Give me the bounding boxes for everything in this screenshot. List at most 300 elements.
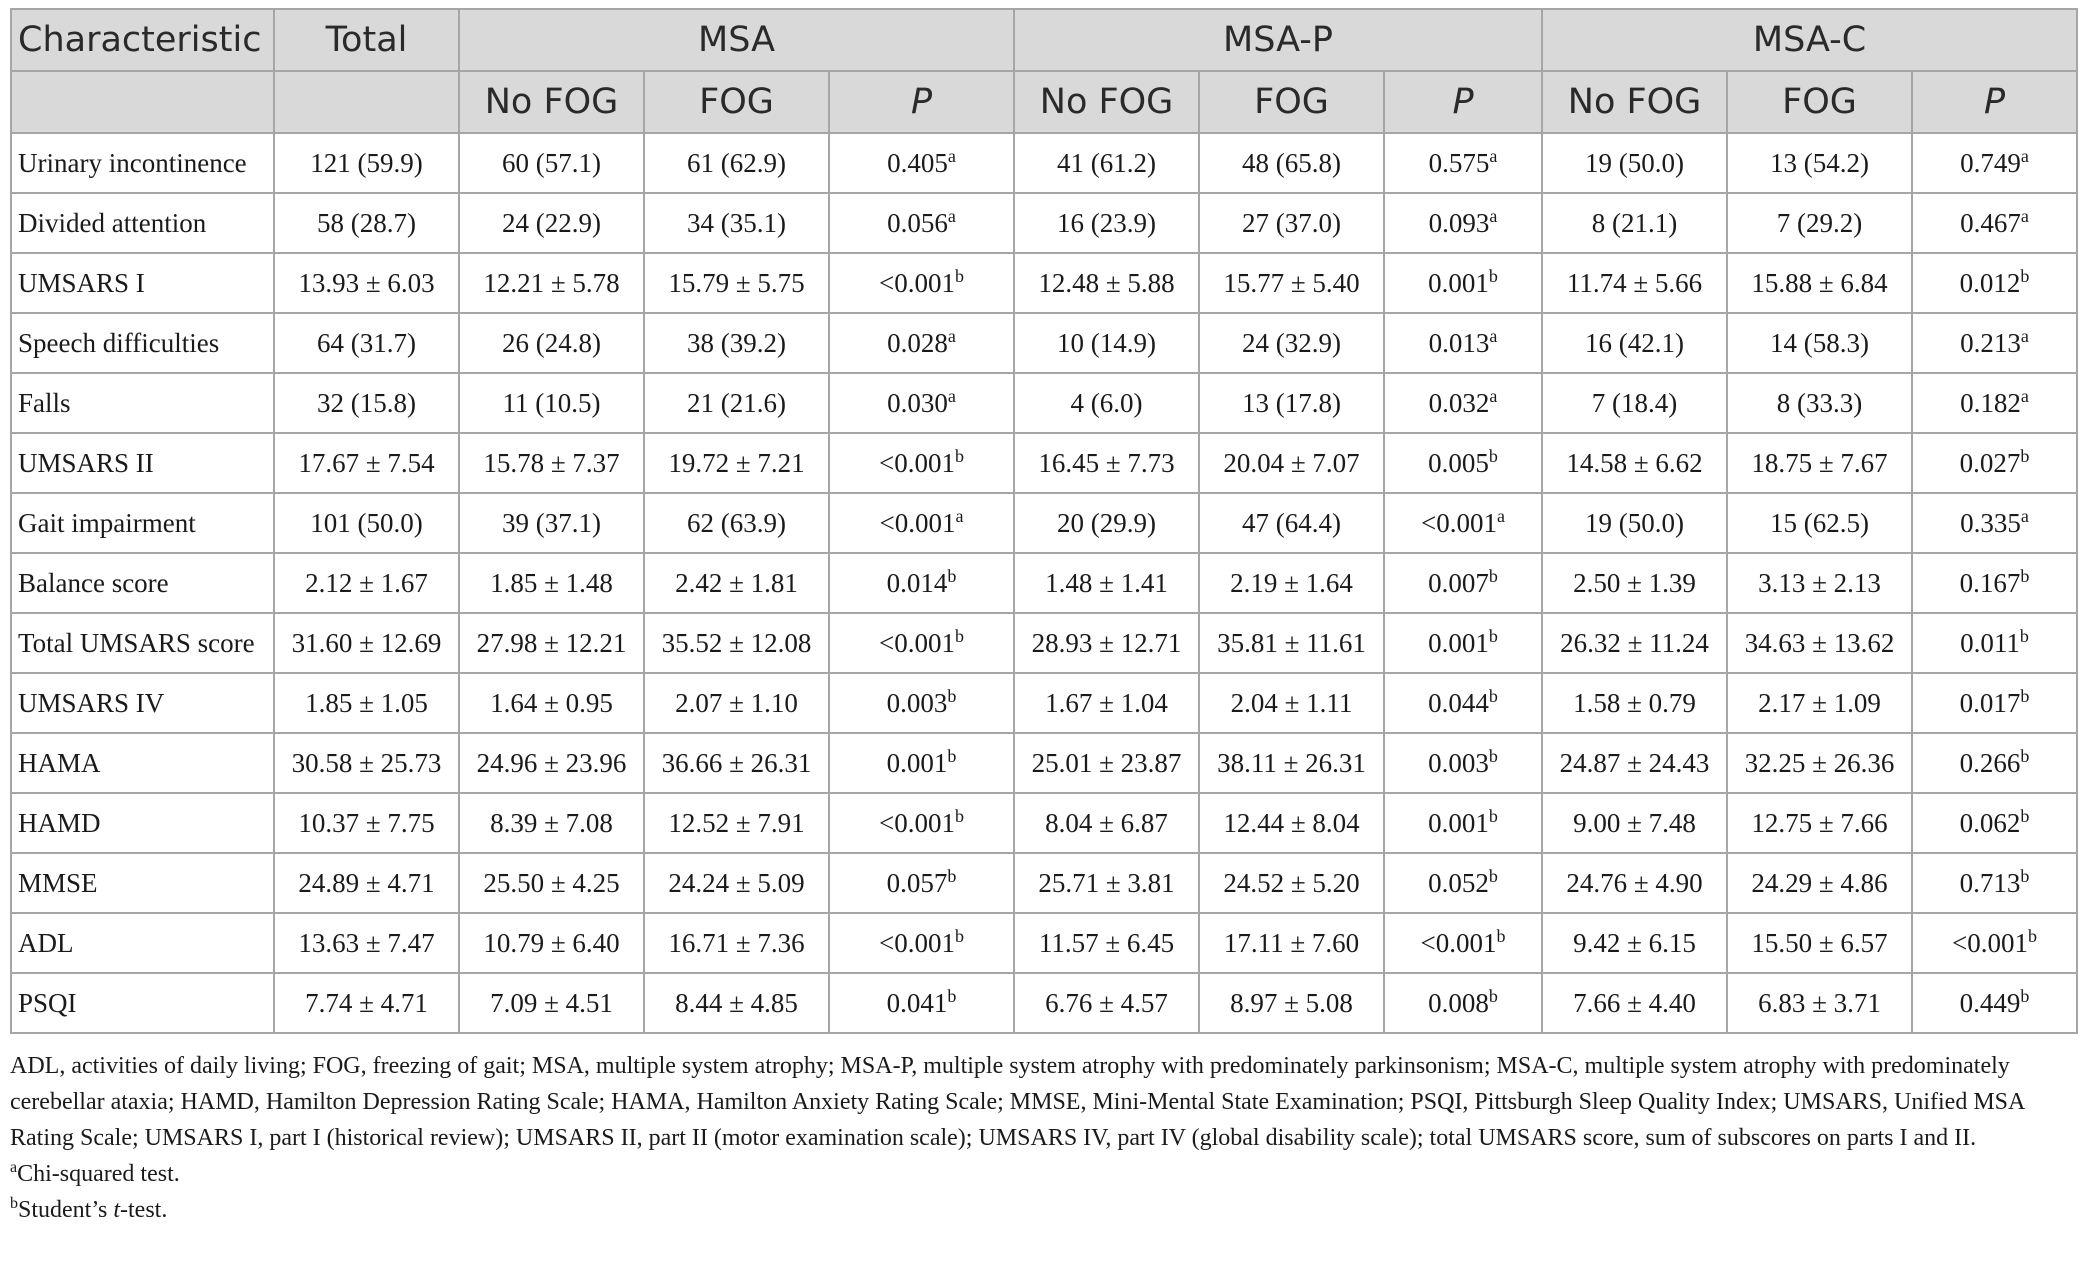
- msa-c-p-value-cell: [1912, 913, 2077, 973]
- row-label: [11, 433, 274, 493]
- msa-no-fog-cell-text: 15.78 ± 7.37: [483, 447, 620, 478]
- msa-fog-cell: [644, 733, 829, 793]
- msa-c-fog-cell: [1727, 313, 1912, 373]
- footnote-marker: a: [947, 385, 956, 406]
- row-label-text: Urinary incontinence: [18, 147, 247, 178]
- msa-p-p-value-cell-text: <0.001: [1421, 507, 1498, 538]
- total-cell-text: 1.85 ± 1.05: [305, 687, 428, 718]
- footnote-marker: b: [955, 925, 964, 946]
- msa-p-value-cell-text: 0.003: [886, 687, 948, 718]
- msa-fog-cell-text: 21 (21.6): [687, 387, 786, 418]
- msa-c-no-fog-cell: [1542, 253, 1727, 313]
- msa-p-fog-cell-text: 35.81 ± 11.61: [1217, 627, 1366, 658]
- footnote-marker: a: [1489, 385, 1498, 406]
- total-cell-text: 30.58 ± 25.73: [291, 747, 442, 778]
- msa-p-p-value-cell: [1384, 913, 1542, 973]
- msa-p-no-fog-cell: [1014, 613, 1199, 673]
- table-row: [11, 913, 2077, 973]
- footnote-marker: b: [1488, 445, 1498, 466]
- row-label: [11, 253, 274, 313]
- footnote-marker: b: [947, 745, 957, 766]
- msa-no-fog-cell: [459, 913, 644, 973]
- footnote-marker: a: [1489, 145, 1498, 166]
- msa-fog-cell-text: 16.71 ± 7.36: [668, 927, 805, 958]
- msa-c-no-fog-cell: [1542, 673, 1727, 733]
- msa-c-fog-cell-text: 3.13 ± 2.13: [1758, 567, 1881, 598]
- msa-c-fog-cell: [1727, 253, 1912, 313]
- msa-p-no-fog-cell: [1014, 133, 1199, 193]
- footnote-a-mark: a: [10, 1159, 18, 1176]
- msa-p-p-value-cell: [1384, 853, 1542, 913]
- msa-c-p-value-cell: [1912, 313, 2077, 373]
- table-row: [11, 793, 2077, 853]
- msa-p-fog-cell-text: 17.11 ± 7.60: [1223, 927, 1360, 958]
- msa-p-no-fog-cell: [1014, 973, 1199, 1033]
- msa-p-no-fog-cell-text: 28.93 ± 12.71: [1031, 627, 1182, 658]
- footnote-marker: b: [1488, 265, 1498, 286]
- total-cell-text: 7.74 ± 4.71: [305, 987, 428, 1018]
- msa-p-fog-cell-text: 24 (32.9): [1242, 327, 1342, 358]
- header-characteristic: Characteristic: [11, 9, 274, 71]
- msa-p-p-value-cell-text: 0.093: [1428, 207, 1490, 238]
- msa-fog-cell: [644, 493, 829, 553]
- header-row-1: [11, 9, 2077, 71]
- footnote-marker: a: [2020, 325, 2029, 346]
- msa-c-p-value-cell-text: 0.713: [1959, 867, 2021, 898]
- msa-c-p-value-cell-text: 0.749: [1960, 147, 2021, 178]
- msa-no-fog-cell: [459, 853, 644, 913]
- msa-no-fog-cell-text: 12.21 ± 5.78: [483, 267, 620, 298]
- table-row: [11, 253, 2077, 313]
- msa-c-p-value-cell-text: 0.017: [1959, 687, 2021, 718]
- row-label-text: Total UMSARS score: [18, 627, 255, 658]
- msa-p-fog-cell-text: 27 (37.0): [1242, 207, 1342, 238]
- footnote-marker: a: [947, 205, 956, 226]
- row-label: [11, 493, 274, 553]
- msa-p-p-value-cell-text: 0.005: [1428, 447, 1489, 478]
- total-cell: [274, 493, 459, 553]
- msa-p-fog-cell: [1199, 133, 1384, 193]
- footnote-marker: b: [2028, 925, 2038, 946]
- msa-c-fog-cell-text: 18.75 ± 7.67: [1751, 447, 1888, 478]
- msa-c-fog-cell: [1727, 373, 1912, 433]
- header-group-msa: MSA: [459, 9, 1014, 71]
- footnote-marker: b: [2020, 445, 2030, 466]
- msa-no-fog-cell-text: 24 (22.9): [502, 207, 601, 238]
- msa-no-fog-cell-text: 26 (24.8): [502, 327, 601, 358]
- row-label-text: Divided attention: [18, 207, 207, 238]
- msa-c-p-value-cell-text: 0.467: [1960, 207, 2021, 238]
- table-row: [11, 493, 2077, 553]
- total-cell-text: 17.67 ± 7.54: [298, 447, 435, 478]
- msa-p-p-value-cell: [1384, 553, 1542, 613]
- msa-p-value-cell-text: 0.057: [886, 867, 948, 898]
- header-group-msa-c: MSA-C: [1542, 9, 2077, 71]
- msa-p-no-fog-cell: [1014, 193, 1199, 253]
- msa-p-fog-cell: [1199, 253, 1384, 313]
- msa-p-no-fog-cell-text: 16 (23.9): [1057, 207, 1157, 238]
- footnote-marker: a: [1489, 205, 1498, 226]
- msa-c-fog-cell-text: 12.75 ± 7.66: [1751, 807, 1888, 838]
- msa-no-fog-cell: [459, 793, 644, 853]
- msa-p-no-fog-cell: [1014, 433, 1199, 493]
- row-label-text: Falls: [18, 387, 71, 418]
- msa-p-no-fog-cell-text: 11.57 ± 6.45: [1038, 927, 1175, 958]
- msa-c-fog-cell-text: 13 (54.2): [1770, 147, 1870, 178]
- msa-p-value-cell-text: <0.001: [879, 807, 955, 838]
- msa-c-no-fog-cell-text: 24.76 ± 4.90: [1566, 867, 1703, 898]
- row-label-text: UMSARS IV: [18, 687, 165, 718]
- msa-c-no-fog-cell-text: 7.66 ± 4.40: [1573, 987, 1696, 1018]
- msa-no-fog-cell: [459, 553, 644, 613]
- msa-p-fog-cell-text: 2.19 ± 1.64: [1230, 567, 1353, 598]
- msa-c-fog-cell-text: 6.83 ± 3.71: [1758, 987, 1881, 1018]
- msa-c-p-value-cell: [1912, 613, 2077, 673]
- msa-fog-cell-text: 8.44 ± 4.85: [675, 987, 798, 1018]
- msa-c-no-fog-cell-text: 16 (42.1): [1585, 327, 1685, 358]
- total-cell: [274, 313, 459, 373]
- msa-p-fog-cell: [1199, 373, 1384, 433]
- msa-p-fog-cell: [1199, 433, 1384, 493]
- msa-p-no-fog-cell-text: 1.48 ± 1.41: [1045, 567, 1168, 598]
- msa-p-value-cell-text: 0.028: [887, 327, 948, 358]
- msa-fog-cell: [644, 853, 829, 913]
- msa-p-p-value-cell-text: 0.003: [1428, 747, 1489, 778]
- footnote-marker: b: [947, 985, 957, 1006]
- msa-fog-cell-text: 35.52 ± 12.08: [661, 627, 812, 658]
- msa-p-no-fog-cell-text: 10 (14.9): [1057, 327, 1157, 358]
- row-label-text: UMSARS II: [18, 447, 154, 478]
- msa-c-fog-cell: [1727, 133, 1912, 193]
- msa-no-fog-cell-text: 25.50 ± 4.25: [483, 867, 620, 898]
- msa-no-fog-cell: [459, 133, 644, 193]
- results-table: [10, 8, 2078, 1034]
- msa-p-value-cell-text: 0.001: [886, 747, 948, 778]
- footnote-marker: b: [2020, 565, 2030, 586]
- msa-c-p-value-cell-text: 0.012: [1959, 267, 2021, 298]
- footnote-marker: a: [1497, 505, 1506, 526]
- msa-c-p-value-cell-text: 0.062: [1959, 807, 2021, 838]
- row-label-text: MMSE: [18, 867, 98, 898]
- total-cell-text: 24.89 ± 4.71: [298, 867, 435, 898]
- table-row: [11, 133, 2077, 193]
- msa-p-value-cell: [829, 373, 1014, 433]
- msa-c-p-value-cell-text: 0.182: [1960, 387, 2021, 418]
- table-container: [10, 8, 2076, 1228]
- header-no-fog: No FOG: [459, 71, 644, 133]
- row-label: [11, 853, 274, 913]
- header-no-fog: No FOG: [1542, 71, 1727, 133]
- msa-p-no-fog-cell-text: 1.67 ± 1.04: [1045, 687, 1168, 718]
- msa-c-fog-cell-text: 2.17 ± 1.09: [1758, 687, 1881, 718]
- msa-c-fog-cell: [1727, 673, 1912, 733]
- msa-p-fog-cell-text: 12.44 ± 8.04: [1223, 807, 1360, 838]
- footnote-marker: b: [947, 685, 957, 706]
- msa-p-p-value-cell-text: 0.044: [1428, 687, 1489, 718]
- msa-p-value-cell-text: <0.001: [879, 927, 955, 958]
- msa-p-value-cell-text: 0.405: [887, 147, 948, 178]
- msa-c-p-value-cell-text: 0.335: [1960, 507, 2021, 538]
- footnote-marker: b: [1496, 925, 1506, 946]
- footnote-marker: a: [947, 145, 956, 166]
- footnote-marker: b: [2020, 805, 2030, 826]
- msa-c-no-fog-cell: [1542, 973, 1727, 1033]
- msa-p-value-cell: [829, 433, 1014, 493]
- msa-c-fog-cell-text: 24.29 ± 4.86: [1751, 867, 1888, 898]
- msa-c-no-fog-cell: [1542, 313, 1727, 373]
- msa-p-fog-cell-text: 24.52 ± 5.20: [1223, 867, 1360, 898]
- msa-c-no-fog-cell-text: 8 (21.1): [1591, 207, 1678, 238]
- msa-p-fog-cell: [1199, 493, 1384, 553]
- footnote-marker: b: [2020, 985, 2030, 1006]
- msa-p-value-cell: [829, 133, 1014, 193]
- footnote-marker: b: [947, 565, 957, 586]
- msa-c-no-fog-cell-text: 9.00 ± 7.48: [1573, 807, 1696, 838]
- row-label-text: PSQI: [18, 987, 77, 1018]
- row-label: [11, 193, 274, 253]
- footnote-marker: a: [955, 505, 964, 526]
- msa-no-fog-cell-text: 7.09 ± 4.51: [490, 987, 613, 1018]
- msa-no-fog-cell-text: 1.85 ± 1.48: [490, 567, 613, 598]
- footnote-a-text: Chi-squared test.: [17, 1161, 180, 1187]
- msa-no-fog-cell-text: 11 (10.5): [502, 387, 601, 418]
- msa-no-fog-cell-text: 39 (37.1): [502, 507, 601, 538]
- row-label: [11, 733, 274, 793]
- header-group-msa-p: MSA-P: [1014, 9, 1542, 71]
- msa-fog-cell: [644, 793, 829, 853]
- msa-c-fog-cell: [1727, 553, 1912, 613]
- row-label: [11, 553, 274, 613]
- footnote-marker: b: [955, 625, 964, 646]
- total-cell: [274, 673, 459, 733]
- total-cell-text: 13.93 ± 6.03: [298, 267, 435, 298]
- msa-p-p-value-cell: [1384, 493, 1542, 553]
- msa-p-value-cell-text: 0.056: [887, 207, 948, 238]
- row-label-text: HAMA: [18, 747, 101, 778]
- msa-p-fog-cell: [1199, 733, 1384, 793]
- msa-no-fog-cell: [459, 433, 644, 493]
- msa-p-p-value-cell: [1384, 733, 1542, 793]
- msa-no-fog-cell: [459, 613, 644, 673]
- msa-c-no-fog-cell-text: 11.74 ± 5.66: [1566, 267, 1703, 298]
- msa-p-p-value-cell: [1384, 253, 1542, 313]
- total-cell-text: 31.60 ± 12.69: [291, 627, 442, 658]
- msa-c-no-fog-cell: [1542, 793, 1727, 853]
- msa-fog-cell-text: 2.42 ± 1.81: [675, 567, 798, 598]
- footnote-marker: b: [2020, 745, 2030, 766]
- msa-c-no-fog-cell: [1542, 193, 1727, 253]
- msa-c-p-value-cell: [1912, 733, 2077, 793]
- header-p: P: [1912, 71, 2077, 133]
- msa-c-no-fog-cell-text: 19 (50.0): [1585, 147, 1685, 178]
- msa-fog-cell: [644, 313, 829, 373]
- msa-c-no-fog-cell-text: 2.50 ± 1.39: [1573, 567, 1696, 598]
- msa-fog-cell: [644, 673, 829, 733]
- msa-c-p-value-cell-text: 0.266: [1959, 747, 2021, 778]
- table-row: [11, 853, 2077, 913]
- total-cell: [274, 973, 459, 1033]
- msa-p-no-fog-cell-text: 25.71 ± 3.81: [1038, 867, 1175, 898]
- row-label: [11, 613, 274, 673]
- total-cell-text: 58 (28.7): [317, 207, 416, 238]
- msa-c-p-value-cell-text: 0.011: [1960, 627, 2020, 658]
- msa-no-fog-cell-text: 27.98 ± 12.21: [476, 627, 627, 658]
- footnote-marker: a: [2020, 205, 2029, 226]
- msa-p-no-fog-cell: [1014, 313, 1199, 373]
- footnote-b-pre: Student’s: [18, 1197, 114, 1223]
- msa-p-fog-cell-text: 2.04 ± 1.11: [1230, 687, 1353, 718]
- msa-p-value-cell: [829, 313, 1014, 373]
- msa-c-fog-cell: [1727, 733, 1912, 793]
- footnote-marker: b: [1488, 745, 1498, 766]
- footnote-b: [10, 1192, 2076, 1228]
- msa-fog-cell: [644, 433, 829, 493]
- table-row: [11, 673, 2077, 733]
- msa-fog-cell-text: 19.72 ± 7.21: [668, 447, 805, 478]
- header-p: P: [829, 71, 1014, 133]
- msa-p-fog-cell: [1199, 613, 1384, 673]
- footnote-marker: b: [1488, 985, 1498, 1006]
- msa-no-fog-cell: [459, 253, 644, 313]
- msa-p-p-value-cell: [1384, 793, 1542, 853]
- msa-c-p-value-cell-text: 0.027: [1959, 447, 2021, 478]
- footnote-marker: b: [1488, 865, 1498, 886]
- msa-p-p-value-cell: [1384, 133, 1542, 193]
- msa-p-value-cell-text: 0.030: [887, 387, 948, 418]
- total-cell: [274, 253, 459, 313]
- msa-fog-cell: [644, 973, 829, 1033]
- msa-p-p-value-cell: [1384, 313, 1542, 373]
- header-row-2: [11, 71, 2077, 133]
- footnote-marker: b: [955, 265, 964, 286]
- msa-fog-cell-text: 38 (39.2): [687, 327, 786, 358]
- msa-p-p-value-cell-text: 0.001: [1428, 267, 1489, 298]
- msa-c-no-fog-cell-text: 14.58 ± 6.62: [1566, 447, 1703, 478]
- msa-c-fog-cell-text: 34.63 ± 13.62: [1744, 627, 1895, 658]
- row-label: [11, 133, 274, 193]
- msa-c-fog-cell: [1727, 613, 1912, 673]
- msa-no-fog-cell: [459, 493, 644, 553]
- msa-c-p-value-cell-text: 0.213: [1960, 327, 2021, 358]
- msa-no-fog-cell: [459, 193, 644, 253]
- msa-fog-cell: [644, 913, 829, 973]
- row-label: [11, 313, 274, 373]
- msa-p-p-value-cell-text: 0.013: [1428, 327, 1490, 358]
- msa-c-no-fog-cell-text: 9.42 ± 6.15: [1573, 927, 1696, 958]
- msa-c-fog-cell-text: 15.50 ± 6.57: [1751, 927, 1888, 958]
- header-fog: FOG: [644, 71, 829, 133]
- msa-c-no-fog-cell: [1542, 913, 1727, 973]
- header-no-fog: No FOG: [1014, 71, 1199, 133]
- footnote-marker: a: [2020, 505, 2029, 526]
- header-fog: FOG: [1199, 71, 1384, 133]
- total-cell: [274, 613, 459, 673]
- msa-c-fog-cell-text: 32.25 ± 26.36: [1744, 747, 1895, 778]
- msa-c-p-value-cell: [1912, 973, 2077, 1033]
- msa-p-fog-cell: [1199, 313, 1384, 373]
- msa-p-no-fog-cell-text: 12.48 ± 5.88: [1038, 267, 1175, 298]
- msa-p-no-fog-cell: [1014, 793, 1199, 853]
- msa-c-p-value-cell: [1912, 493, 2077, 553]
- abbreviations-note: ADL, activities of daily living; FOG, freezing of gait; MSA, multiple system atrophy; MSA-P, multiple system atrophy with predominately parkinsonism; MSA-C, multiple system atrophy with predominately cerebellar ataxia; HAMD, Hamilton Depression Rating Scale; HAMA, Hamilton Anxiety Rating Scale; MMSE, Mini-Mental State Examination; PSQI, Pittsburgh Sleep Quality Index; UMSARS, Unified MSA Rating Scale; UMSARS I, part I (historical review); UMSARS II, part II (motor examination scale); UMSARS IV, part IV (global disability scale); total UMSARS score, sum of subscores on parts I and II.: [10, 1053, 2025, 1151]
- msa-p-p-value-cell-text: 0.052: [1428, 867, 1489, 898]
- msa-p-p-value-cell: [1384, 673, 1542, 733]
- msa-fog-cell: [644, 133, 829, 193]
- msa-p-value-cell: [829, 493, 1014, 553]
- msa-c-no-fog-cell: [1542, 613, 1727, 673]
- msa-fog-cell: [644, 373, 829, 433]
- footnote-marker: a: [2020, 145, 2029, 166]
- msa-p-no-fog-cell: [1014, 373, 1199, 433]
- msa-p-no-fog-cell: [1014, 733, 1199, 793]
- msa-p-fog-cell-text: 20.04 ± 7.07: [1223, 447, 1360, 478]
- total-cell: [274, 433, 459, 493]
- msa-c-fog-cell-text: 15.88 ± 6.84: [1751, 267, 1888, 298]
- total-cell: [274, 793, 459, 853]
- msa-c-p-value-cell: [1912, 373, 2077, 433]
- msa-c-no-fog-cell-text: 7 (18.4): [1591, 387, 1678, 418]
- msa-no-fog-cell: [459, 973, 644, 1033]
- msa-c-p-value-cell-text: 0.167: [1959, 567, 2021, 598]
- msa-p-fog-cell-text: 48 (65.8): [1242, 147, 1342, 178]
- row-label-text: Balance score: [18, 567, 169, 598]
- msa-p-p-value-cell-text: <0.001: [1420, 927, 1497, 958]
- msa-c-no-fog-cell: [1542, 433, 1727, 493]
- msa-c-fog-cell-text: 15 (62.5): [1770, 507, 1870, 538]
- table-row: [11, 973, 2077, 1033]
- msa-p-value-cell-text: <0.001: [879, 507, 956, 538]
- msa-c-p-value-cell: [1912, 433, 2077, 493]
- msa-c-fog-cell: [1727, 493, 1912, 553]
- msa-p-fog-cell: [1199, 913, 1384, 973]
- table-row: [11, 313, 2077, 373]
- table-body: [11, 133, 2077, 1033]
- msa-no-fog-cell: [459, 733, 644, 793]
- msa-c-p-value-cell: [1912, 673, 2077, 733]
- total-cell: [274, 373, 459, 433]
- row-label: [11, 913, 274, 973]
- msa-p-no-fog-cell: [1014, 673, 1199, 733]
- msa-p-fog-cell: [1199, 193, 1384, 253]
- msa-fog-cell-text: 34 (35.1): [687, 207, 786, 238]
- total-cell: [274, 853, 459, 913]
- msa-fog-cell: [644, 253, 829, 313]
- msa-no-fog-cell: [459, 373, 644, 433]
- msa-p-fog-cell-text: 38.11 ± 26.31: [1217, 747, 1366, 778]
- total-cell-text: 121 (59.9): [310, 147, 423, 178]
- msa-p-no-fog-cell: [1014, 553, 1199, 613]
- msa-fog-cell: [644, 193, 829, 253]
- table-row: [11, 613, 2077, 673]
- msa-c-p-value-cell-text: 0.449: [1959, 987, 2021, 1018]
- total-cell-text: 2.12 ± 1.67: [305, 567, 428, 598]
- header-fog: FOG: [1727, 71, 1912, 133]
- table-row: [11, 733, 2077, 793]
- msa-p-p-value-cell-text: 0.001: [1428, 807, 1489, 838]
- msa-c-fog-cell: [1727, 913, 1912, 973]
- footnote-marker: b: [1488, 805, 1498, 826]
- total-cell-text: 13.63 ± 7.47: [298, 927, 435, 958]
- footnote-marker: b: [955, 805, 964, 826]
- msa-p-value-cell: [829, 913, 1014, 973]
- msa-c-fog-cell: [1727, 433, 1912, 493]
- msa-p-fog-cell-text: 15.77 ± 5.40: [1223, 267, 1360, 298]
- row-label: [11, 793, 274, 853]
- msa-c-fog-cell: [1727, 853, 1912, 913]
- msa-p-value-cell-text: 0.041: [886, 987, 948, 1018]
- msa-p-p-value-cell: [1384, 973, 1542, 1033]
- footnote-marker: b: [1488, 625, 1498, 646]
